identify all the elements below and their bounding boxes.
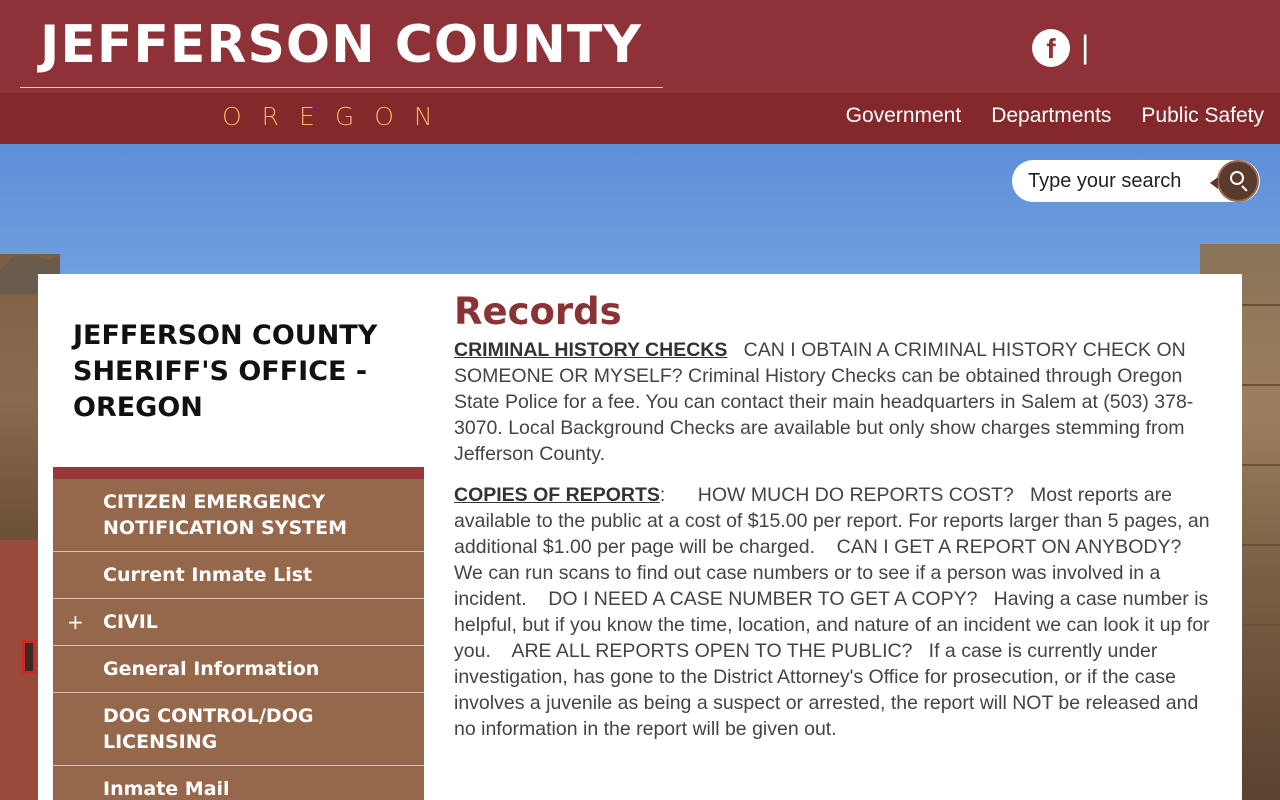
sidebar-item-general-information[interactable] [53, 646, 424, 693]
sidebar-nav [53, 479, 424, 800]
main-nav [846, 100, 1264, 132]
search-input[interactable] [1028, 167, 1218, 195]
page-title: Records [454, 290, 622, 333]
expand-plus-icon[interactable]: + [67, 610, 84, 634]
site-logo-subtitle[interactable]: OREGON [222, 102, 453, 131]
section-heading-separator: : [659, 484, 666, 506]
sidebar-item-label: Inmate Mail [103, 778, 230, 800]
search-button-pointer [1210, 177, 1218, 189]
sidebar-title: JEFFERSON COUNTY SHERIFF'S OFFICE - OREGON [73, 320, 378, 423]
section-body: CAN I OBTAIN A CRIMINAL HISTORY CHECK ON SOMEONE OR MYSELF? Criminal History Checks can be obtained through Oregon State Police for a fee. You can contact their main headquarters in Salem at (503) 378-3070. Local Background Checks are available but only show charges stemming from Jefferson County. [454, 339, 1194, 465]
site-logo-title[interactable]: JEFFERSON COUNTY [40, 15, 642, 75]
section-heading: CRIMINAL HISTORY CHECKS [454, 339, 728, 361]
hero-left-barn [0, 540, 40, 800]
section-heading: COPIES OF REPORTS [454, 484, 660, 506]
sidebar-item-label: General Information [103, 658, 320, 680]
section-copies-of-reports [454, 482, 1224, 742]
nav-item-public-safety[interactable]: Public Safety [1141, 104, 1264, 127]
logo-divider [20, 87, 663, 88]
sidebar-item-dog-control[interactable] [53, 693, 424, 766]
search-icon-handle [1241, 185, 1247, 191]
nav-item-departments[interactable]: Departments [991, 104, 1112, 127]
sidebar-item-inmate-mail[interactable] [53, 766, 424, 800]
facebook-icon[interactable]: f [1032, 29, 1070, 67]
sidebar-item-civil[interactable] [53, 599, 424, 646]
nav-item-government[interactable]: Government [845, 104, 962, 127]
section-body: HOW MUCH DO REPORTS COST? Most reports are available to the public at a cost of $15.00 per report. For reports larger than 5 pages, an additional $1.00 per page will be charged. CAN I GET A REPORT ON ANYBODY? We can run scans to find out case numbers or to see if a person was involved in a incident. DO I NEED A CASE NUMBER TO GET A COPY? Having a case number is helpful, but if you know the time, location, and nature of an incident we can look it up for you. ARE ALL REPORTS OPEN TO THE PUBLIC? If a case is currently under investigation, has gone to the District Attorney's Office for prosecution, or if the case involves a juvenile as being a suspect or arrested, the report will NOT be released and no information in the report will be given out. [454, 484, 1215, 740]
sidebar-item-label: Current Inmate List [103, 564, 313, 586]
sidenav-top-bar [53, 467, 424, 479]
main-content [454, 337, 1224, 757]
social-separator: | [1081, 29, 1090, 65]
sidebar-item-label: CIVIL [103, 611, 158, 633]
sidebar-item-label: CITIZEN EMERGENCY NOTIFICATION SYSTEM [103, 491, 347, 539]
section-criminal-history [454, 337, 1224, 467]
sidebar-item-citizen-emergency[interactable] [53, 479, 424, 552]
search-button[interactable] [1217, 160, 1259, 202]
sidebar-item-current-inmate-list[interactable] [53, 552, 424, 599]
search-icon [1230, 171, 1244, 185]
sidebar-item-label: DOG CONTROL/DOG LICENSING [103, 705, 314, 753]
